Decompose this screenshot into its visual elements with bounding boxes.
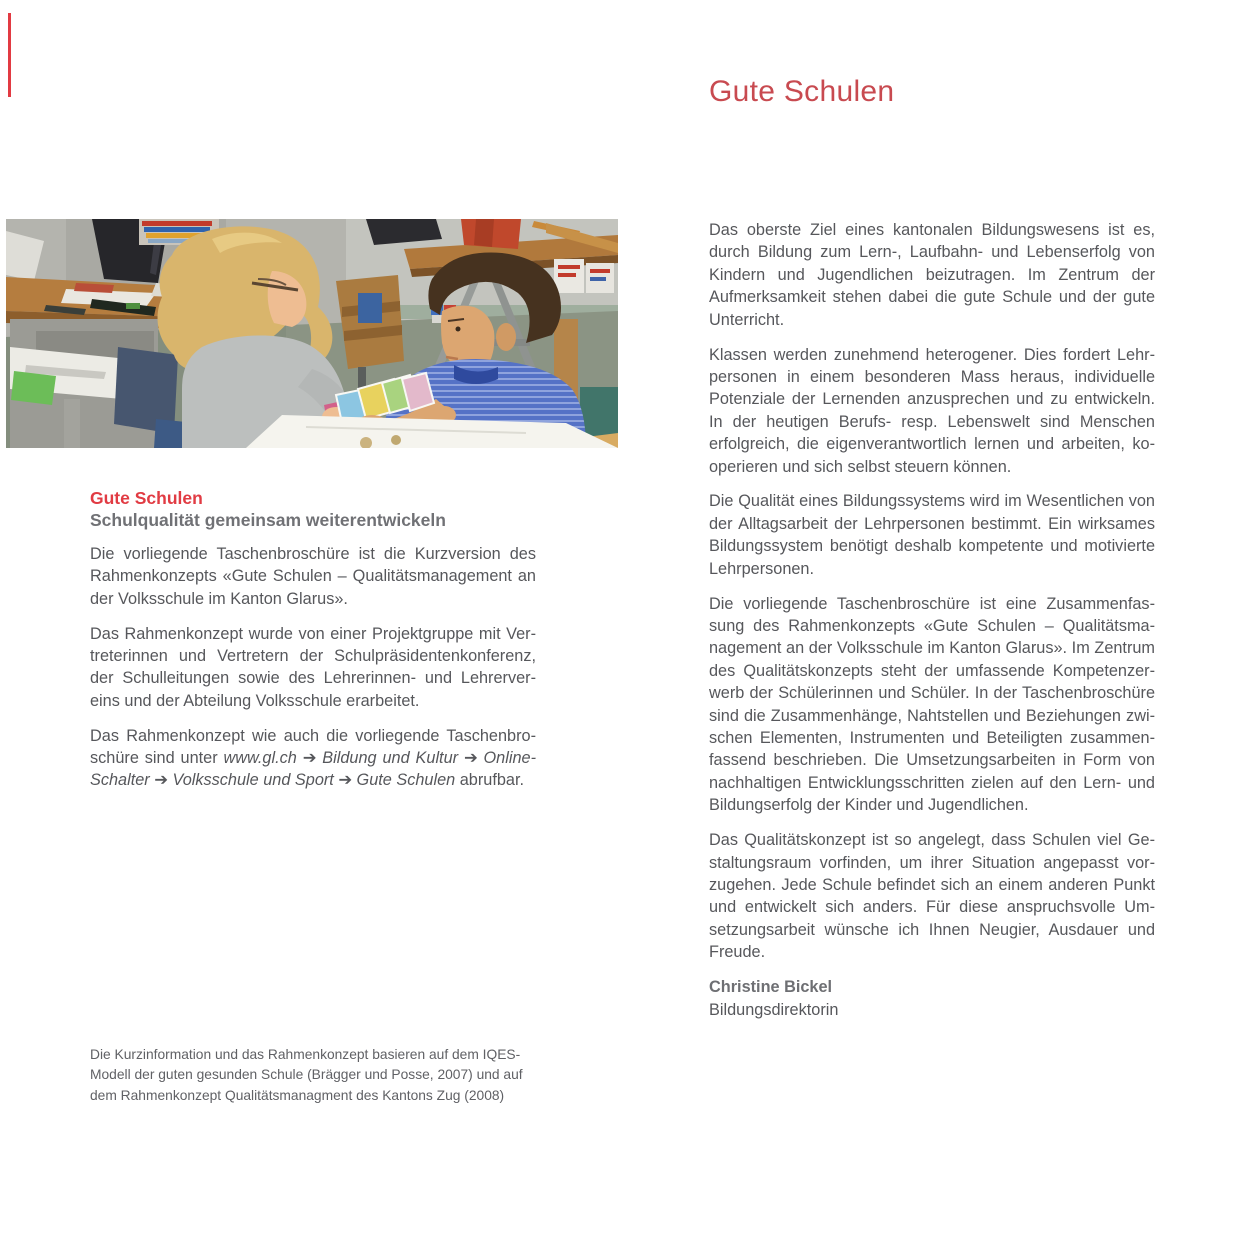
text-line: Aufmerksamkeit stehen dabei die gute Schule und der gute: [709, 288, 1155, 307]
signature-block: [709, 976, 1155, 1021]
text-line: nachhaltigen Entwicklungsschritten zielen auf den Lern- und: [709, 773, 1155, 792]
classroom-photo: [6, 219, 618, 448]
text-line: Unterricht.: [709, 310, 785, 329]
arrow-icon: ➔: [296, 749, 323, 768]
text-line: erfolgreich, die eigenverantwortlich lernen und arbeiten, ko-: [709, 435, 1155, 454]
text-line: nagement an der Volksschule im Kanton Glarus». Im Zentrum: [709, 639, 1155, 658]
text-line: In der heutigen Berufs- resp. Lebenswelt sind Menschen: [709, 412, 1155, 431]
arrow-icon: ➔: [458, 749, 484, 768]
text-line: werb der Schülerinnen und Schüler. In der Taschenbroschüre: [709, 684, 1155, 703]
text-line: und entwickelt sich anders. Für diese anspruchsvolle Um-: [709, 898, 1155, 917]
paragraph: [709, 829, 1155, 963]
left-column-paragraphs: [90, 543, 536, 792]
paragraph: [709, 344, 1155, 478]
section-subheading: Schulqualität gemeinsam weiterentwickeln: [90, 510, 446, 531]
footnote-line: Modell der guten gesunden Schule (Brägger und Posse, 2007) und auf: [90, 1067, 523, 1083]
text-line: Das Qualitätskonzept ist so angelegt, dass Schulen viel Ge-: [709, 831, 1155, 850]
text-line: [90, 769, 536, 791]
right-column: [709, 219, 1155, 1021]
text-line: Das Rahmenkonzept wurde von einer Projektgruppe mit Ver-: [90, 624, 536, 643]
text-line: [90, 747, 536, 769]
text-line: Rahmenkonzepts «Gute Schulen – Qualitätsmanagement an: [90, 567, 536, 586]
link-path-italic: Gute Schulen: [356, 771, 456, 790]
text-line: treterinnen und Vertretern der Schulpräsidentenkonferenz,: [90, 646, 536, 665]
text-line: Lehrpersonen.: [709, 559, 815, 578]
footnote: [90, 1045, 570, 1106]
link-path-italic: Schalter: [90, 771, 150, 790]
text-line: Die vorliegende Taschenbroschüre ist eine Zusammenfas-: [709, 594, 1155, 613]
section-heading-red: Gute Schulen: [90, 488, 203, 508]
text-line: Die vorliegende Taschenbroschüre ist die Kurzversion des: [90, 544, 536, 563]
text-line: schen Elementen, Instrumenten und Beteiligten zusammen-: [709, 729, 1155, 748]
link-path-italic: www.gl.ch: [223, 749, 297, 768]
link-path-italic: Volksschule und Sport: [172, 771, 334, 790]
text-line: zugehen. Jede Schule befindet sich an einem anderen Punkt: [709, 875, 1155, 894]
text-line: der Alltagsarbeit der Lehrpersonen bestimmt. Ein wirksames: [709, 514, 1155, 533]
right-column-paragraphs: [709, 219, 1155, 964]
signature-name: Christine Bickel: [709, 978, 833, 997]
paragraph: [90, 543, 536, 610]
text-line: Das oberste Ziel eines kantonalen Bildungswesens ist es,: [709, 221, 1155, 239]
text-line: fassend beschrieben. Die Umsetzungsarbeiten in Form von: [709, 751, 1155, 770]
text-segment: abrufbar.: [455, 771, 525, 790]
text-line: sung des Rahmenkonzepts «Gute Schulen – Qualitätsma-: [709, 617, 1155, 635]
text-line: des Qualitätskonzepts steht der umfassende Kompetenzer-: [709, 661, 1155, 680]
text-line: Das Rahmenkonzept wie auch die vorliegende Taschenbro-: [90, 726, 536, 745]
classroom-photo-illustration: [6, 219, 618, 448]
paragraph: [709, 593, 1155, 817]
text-segment: schüre sind unter: [90, 749, 224, 768]
text-line: Potenziale der Lernenden anzusprechen und zu entwickeln.: [709, 390, 1155, 409]
text-line: sind die Zusammenhänge, Nahtstellen und Beziehungen zwi-: [709, 706, 1155, 725]
footnote-line: Die Kurzinformation und das Rahmenkonzept basieren auf dem IQES-: [90, 1047, 521, 1062]
text-line: personen in einem besonderen Mass heraus, individuelle: [709, 367, 1155, 386]
text-line: Die Qualität eines Bildungssystems wird im Wesentlichen von: [709, 492, 1155, 511]
text-line: Bildungserfolg der Kinder und Jugendlichen.: [709, 796, 1029, 815]
text-line: Kindern und Jugendlichen beizutragen. Im Zentrum der: [709, 265, 1155, 284]
signature-role: Bildungsdirektorin: [709, 1000, 839, 1019]
text-line: setzungsarbeit wünsche ich Ihnen Neugier, Ausdauer und: [709, 920, 1155, 939]
paragraph: [90, 725, 536, 792]
text-line: operieren und sich selbst steuern können.: [709, 457, 1012, 476]
paragraph: [709, 490, 1155, 580]
text-line: der Volksschule im Kanton Glarus».: [90, 589, 348, 608]
text-line: der Schulleitungen sowie des Lehrerinnen- und Lehrerver-: [90, 669, 536, 688]
text-line: Bildungssystem benötigt deshalb kompetente und motivierte: [709, 537, 1155, 556]
text-line: durch Bildung zum Lern-, Laufbahn- und Lebenserfolg von: [709, 243, 1155, 262]
arrow-icon: ➔: [149, 771, 173, 790]
text-line: Klassen werden zunehmend heterogener. Dies fordert Lehr-: [709, 345, 1155, 364]
text-line: staltungsraum vorfinden, um ihrer Situation angepasst vor-: [709, 853, 1155, 872]
left-column: [90, 487, 536, 804]
paragraph: [709, 219, 1155, 331]
page-edge-mark-red: [8, 13, 11, 97]
link-path-italic: Bildung und Kultur: [322, 749, 459, 768]
arrow-icon: ➔: [333, 771, 357, 790]
link-path-italic: Online-: [483, 749, 536, 768]
page-title: Gute Schulen: [709, 75, 895, 108]
footnote-line: dem Rahmenkonzept Qualitätsmanagment des Kantons Zug (2008): [90, 1087, 505, 1103]
text-line: Freude.: [709, 943, 766, 962]
text-line: eins und der Abteilung Volksschule erarbeitet.: [90, 691, 420, 710]
paragraph: [90, 623, 536, 713]
